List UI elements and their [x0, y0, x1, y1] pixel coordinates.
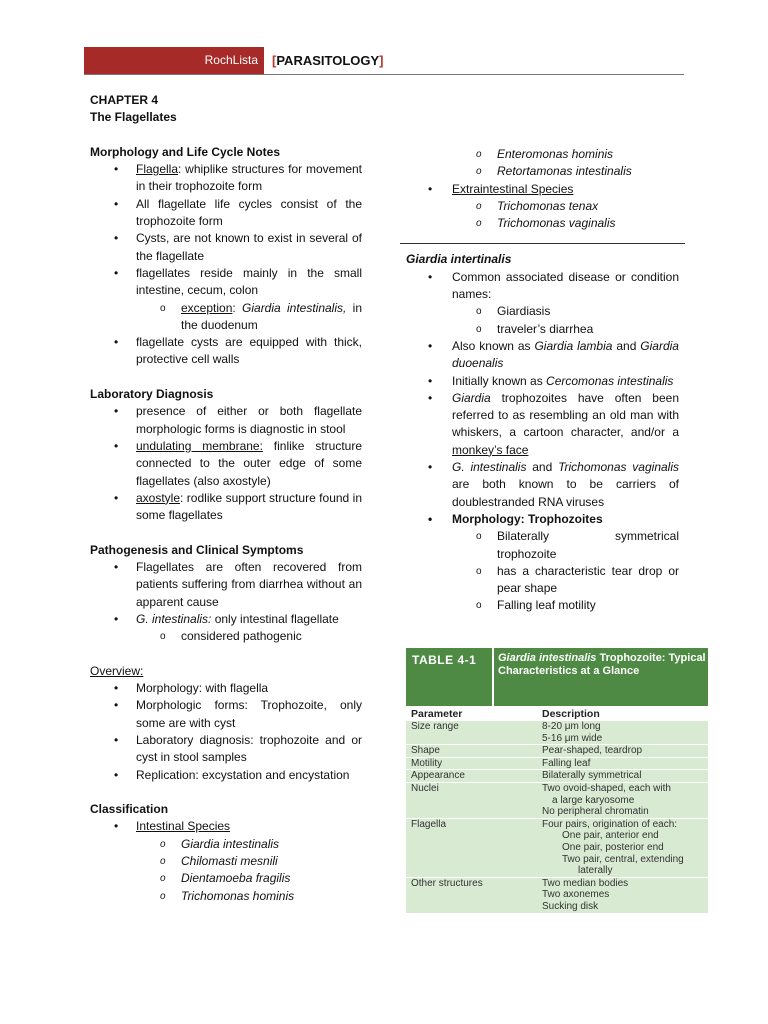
species-item: o Trichomonas hominis	[90, 888, 362, 905]
column-header-parameter: Parameter	[411, 707, 463, 720]
pathogenesis-heading: Pathogenesis and Clinical Symptoms	[90, 542, 304, 557]
item-text: in the duodenum	[181, 300, 362, 332]
characteristics-table	[406, 648, 708, 924]
list-item: • presence of either or both flagellate morphologic forms is diagnostic in stool	[90, 403, 362, 438]
item-text: :	[232, 300, 243, 315]
description-line: Sucking disk	[542, 900, 599, 912]
species-item: o Chilomasti mesnili	[90, 853, 362, 870]
term-exception: exception	[181, 300, 233, 315]
item-text: trophozoites have often been referred to as resembling an old man with whiskers, a cartoon character, and/or a	[452, 390, 679, 440]
description-line: 8-20 μm long	[542, 721, 601, 732]
description-line: Four pairs, origination of each:	[542, 818, 678, 830]
description-line: Two median bodies	[542, 877, 629, 889]
list-item: • Flagellates are often recovered from patients suffering from diarrhea without an apparent cause	[90, 559, 362, 611]
list-item: • Replication: excystation and encystation	[90, 767, 362, 784]
list-item	[406, 373, 679, 390]
list-item: • Laboratory diagnosis: trophozoite and or cyst in stool samples	[90, 732, 362, 767]
chapter-label: CHAPTER 4	[90, 93, 159, 107]
species-item: o Enteromonas hominis	[406, 146, 679, 163]
list-item	[90, 438, 362, 490]
list-item	[406, 459, 679, 511]
table-caption-text: Trophozoite: Typical Characteristics at a Glance	[498, 652, 706, 677]
table-cell-description	[542, 721, 708, 744]
pathogenesis-list	[90, 559, 362, 645]
giardia-heading: Giardia intertinalis	[406, 252, 512, 267]
table-row	[406, 770, 708, 783]
bracket-open: [	[272, 53, 277, 68]
classification-heading: Classification	[90, 802, 169, 817]
species-continued-list	[406, 146, 679, 232]
species-name: Giardia duoenalis	[452, 338, 679, 371]
species-item: o Trichomonas vaginalis	[406, 215, 679, 232]
description-line: No peripheral chromatin	[542, 806, 649, 818]
overview-list	[90, 680, 362, 784]
species-name: Giardia intestinalis,	[242, 300, 347, 315]
sub-list-item: o Giardiasis	[406, 303, 679, 320]
morphology-list	[90, 161, 362, 369]
header-rule	[84, 74, 684, 75]
list-item: • Morphologic forms: Trophozoite, only some are with cyst	[90, 697, 362, 732]
table-cell-description	[542, 758, 708, 770]
item-text: finlike structure connected to the outer edge of some flagellates (also axostyle)	[136, 438, 362, 488]
sub-list-item: o Falling leaf motility	[406, 597, 679, 614]
morphology-heading: Morphology and Life Cycle Notes	[90, 144, 281, 159]
table-row	[406, 878, 708, 914]
table-cell-parameter: Size range	[411, 721, 459, 732]
extraintestinal-species-label: Extraintestinal Species	[452, 181, 574, 196]
header-title	[272, 47, 384, 74]
table-row	[406, 819, 708, 878]
sub-list-item: o considered pathogenic	[90, 628, 362, 645]
list-item: • flagellate cysts are equipped with thick, protective cell walls	[90, 334, 362, 369]
table-cell-description	[542, 819, 708, 877]
sub-list-item	[90, 300, 362, 335]
description-line: 5-16 μm wide	[542, 732, 603, 744]
species-name: G. intestinalis:	[136, 611, 212, 626]
species-name: Trichomonas vaginalis	[558, 460, 679, 475]
lab-diagnosis-list	[90, 403, 362, 524]
term-monkeys-face: monkey’s face	[452, 442, 529, 457]
species-name: Cercomonas intestinalis	[546, 373, 674, 388]
description-line: One pair, posterior end	[562, 841, 664, 853]
overview-heading: Overview:	[90, 663, 144, 678]
classification-list	[90, 818, 362, 904]
header-author: RochLista	[204, 53, 258, 67]
sub-list-item: o traveler’s diarrhea	[406, 321, 679, 338]
sub-list-item: o Bilaterally symmetrical trophozoite	[406, 528, 679, 563]
table-cell-parameter: Shape	[411, 745, 440, 757]
header-title-text: PARASITOLOGY	[276, 53, 380, 68]
description-line: Two pair, central, extending	[562, 853, 684, 865]
item-text: only intestinal flagellate	[211, 611, 339, 626]
list-item	[406, 390, 679, 459]
description-line: a large karyosome	[552, 794, 635, 806]
table-cell-description	[542, 770, 708, 782]
list-item: • Cysts, are not known to exist in several of the flagellate	[90, 230, 362, 265]
description-line: Falling leaf	[542, 757, 591, 769]
table-cell-description	[542, 878, 708, 913]
species-name: Giardia	[452, 390, 491, 405]
table-cell-parameter: Nuclei	[411, 782, 439, 794]
table-number: TABLE 4-1	[412, 653, 477, 667]
giardia-list	[406, 269, 679, 615]
list-item	[90, 490, 362, 525]
table-cell-parameter: Other structures	[411, 877, 483, 889]
sub-list-item: o has a characteristic tear drop or pear shape	[406, 563, 679, 598]
species-name: Giardia lambia	[534, 338, 613, 353]
table-column-headers	[406, 706, 708, 721]
species-item: o Giardia intestinalis	[90, 836, 362, 853]
table-cell-description	[542, 745, 708, 757]
list-item: • flagellates reside mainly in the small intestine, cecum, colon	[90, 265, 362, 300]
item-text: and	[612, 338, 641, 353]
species-item: o Trichomonas tenax	[406, 198, 679, 215]
list-item	[90, 818, 362, 835]
table-cell-parameter: Motility	[411, 757, 443, 769]
table-cell-parameter: Flagella	[411, 818, 447, 830]
section-divider	[400, 243, 685, 244]
table-cell-description	[542, 783, 708, 818]
species-name: G. intestinalis	[452, 460, 527, 475]
item-text: are both known to be carriers of doublestranded RNA viruses	[452, 477, 679, 509]
table-row	[406, 758, 708, 771]
item-text: : whiplike structures for movement in their trophozoite form	[136, 162, 362, 194]
list-item	[406, 181, 679, 198]
table-body	[406, 721, 708, 914]
table-header	[406, 648, 708, 706]
table-cell-parameter: Appearance	[411, 770, 465, 782]
list-item	[406, 338, 679, 373]
item-text: : rodlike support structure found in some flagellates	[136, 490, 362, 523]
term-flagella: Flagella	[136, 162, 179, 177]
item-text: and	[526, 460, 559, 475]
column-header-description: Description	[542, 707, 600, 720]
term-axostyle: axostyle	[136, 490, 181, 505]
left-column	[90, 92, 362, 905]
term-undulating-membrane: undulating membrane:	[136, 438, 263, 453]
list-item	[90, 611, 362, 628]
lab-diagnosis-heading: Laboratory Diagnosis	[90, 387, 214, 402]
description-line: Pear-shaped, teardrop	[542, 745, 643, 757]
list-item	[90, 161, 362, 196]
bracket-close: ]	[379, 53, 384, 68]
item-text: Also known as	[452, 338, 535, 353]
table-row	[406, 783, 708, 819]
list-item: • Morphology: with flagella	[90, 680, 362, 697]
right-column	[406, 146, 679, 615]
description-line: Bilaterally symmetrical	[542, 770, 642, 782]
intestinal-species-label: Intestinal Species	[136, 819, 231, 834]
chapter-topic: The Flagellates	[90, 110, 177, 125]
list-item: • All flagellate life cycles consist of the trophozoite form	[90, 196, 362, 231]
item-text: Initially known as	[452, 373, 547, 388]
species-item: o Dientamoeba fragilis	[90, 870, 362, 887]
description-line: One pair, anterior end	[562, 830, 659, 842]
table-caption	[492, 648, 708, 706]
table-row	[406, 745, 708, 758]
description-line: Two axonemes	[542, 889, 610, 901]
list-item: • Common associated disease or condition names:	[406, 269, 679, 304]
list-item: • Morphology: Trophozoites	[406, 511, 679, 528]
table-row	[406, 721, 708, 745]
species-item: o Retortamonas intestinalis	[406, 163, 679, 180]
table-caption-species: Giardia intestinalis	[498, 652, 597, 664]
description-line: Two ovoid-shaped, each with	[542, 782, 671, 794]
description-line: laterally	[578, 865, 613, 877]
